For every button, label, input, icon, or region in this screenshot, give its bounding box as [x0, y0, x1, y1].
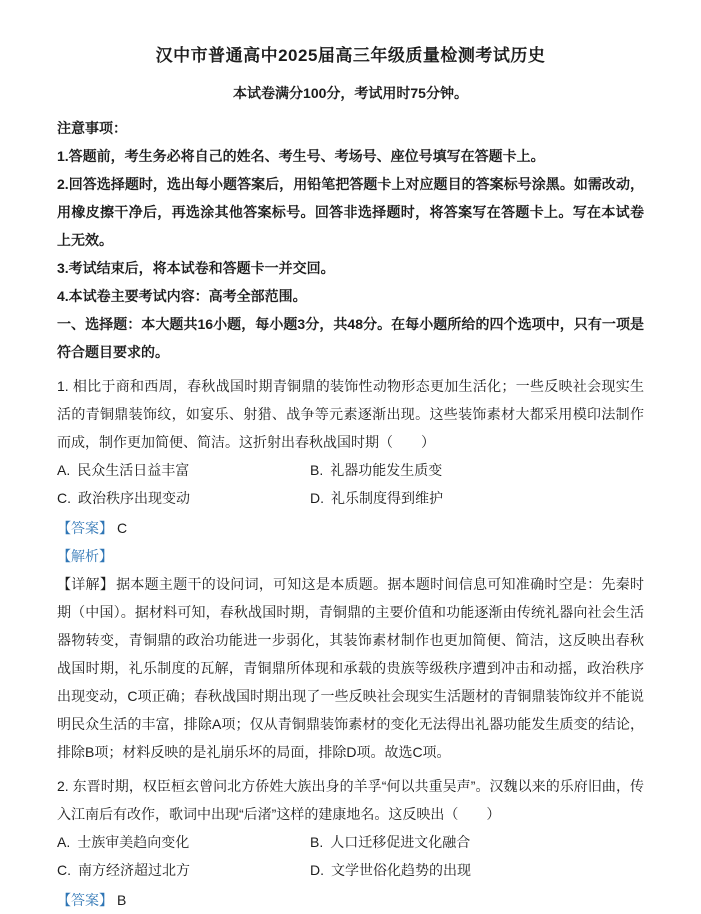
option-text: 政治秩序出现变动	[78, 490, 190, 506]
option-label: B.	[310, 462, 324, 478]
answer-label: 【答案】	[57, 892, 113, 908]
answer-line	[57, 886, 644, 914]
option-label: D.	[310, 490, 324, 506]
option-text: 礼器功能发生质变	[330, 462, 443, 478]
option-b	[310, 456, 644, 484]
notice-item-1: 1.答题前，考生务必将自己的姓名、考生号、考场号、座位号填写在答题卡上。	[57, 148, 545, 164]
option-label: D.	[310, 862, 324, 878]
page-title: 汉中市普通高中2025届高三年级质量检测考试历史	[155, 46, 546, 65]
option-label: B.	[310, 834, 324, 850]
option-label: C.	[57, 490, 71, 506]
option-c	[57, 484, 310, 512]
question-stem: 2. 东晋时期，权臣桓玄曾问北方侨姓大族出身的羊孚“何以共重吴声”。汉魏以来的乐府旧曲，传入江南后有改作，歌词中出现“后渚”这样的建康地名。这反映出（ ）	[57, 778, 644, 822]
detail-text: 据本题主题干的设问词，可知这是本质题。据本题时间信息可知准确时空是：先秦时期（中国）。据材料可知，春秋战国时期，青铜鼎的主要价值和功能逐渐由传统礼器向社会生活器物转变，青铜鼎的政治功能进一步弱化，其装饰素材制作也更加简便、简洁，这反映出春秋战国时期，礼乐制度的瓦解，青铜鼎所体现和承载的贵族等级秩序遭到冲击和动摇，政治秩序出现变动，C项正确；春秋战国时期出现了一些反映社会现实生活题材的青铜鼎装饰纹并不能说明民众生活的丰富，排除A项；仅从青铜鼎装饰素材的变化无法得出礼器功能发生质变的结论，排除B项；材料反映的是礼崩乐坏的局面，排除D项。故选C项。	[57, 576, 645, 760]
answer-value: B	[117, 892, 127, 908]
option-a	[57, 456, 310, 484]
option-c	[57, 856, 310, 884]
option-b	[310, 828, 644, 856]
option-text: 民众生活日益丰富	[77, 462, 190, 478]
question-block-1	[57, 372, 644, 766]
question-options	[57, 456, 644, 512]
exam-subtitle: 本试卷满分100分，考试用时75分钟。	[233, 85, 468, 101]
option-d	[310, 484, 644, 512]
answer-line	[57, 514, 644, 542]
question-options	[57, 828, 644, 884]
analysis-line	[57, 542, 644, 570]
answer-label: 【答案】	[57, 520, 113, 536]
option-text: 人口迁移促进文化融合	[330, 834, 471, 850]
option-text: 文学世俗化趋势的出现	[331, 862, 471, 878]
notice-item-4: 4.本试卷主要考试内容：高考全部范围。	[57, 288, 307, 304]
question-stem: 1. 相比于商和西周，春秋战国时期青铜鼎的装饰性动物形态更加生活化；一些反映社会现实生活的青铜鼎装饰纹，如宴乐、射猎、战争等元素逐渐出现。这些装饰素材大都采用模印法制作而成，制作更加简便、简洁。这折射出春秋战国时期（ ）	[57, 378, 644, 450]
option-text: 礼乐制度得到维护	[331, 490, 443, 506]
notice-item-3: 3.考试结束后，将本试卷和答题卡一并交回。	[57, 260, 335, 276]
option-d	[310, 856, 644, 884]
section-heading: 一、选择题：本大题共16小题，每小题3分，共48分。在每小题所给的四个选项中，只有一项是符合题目要求的。	[57, 316, 644, 360]
option-text: 南方经济超过北方	[78, 862, 190, 878]
option-label: A.	[57, 462, 71, 478]
notice-heading: 注意事项：	[57, 120, 127, 136]
analysis-label: 【解析】	[57, 548, 113, 564]
answer-value: C	[117, 520, 128, 536]
option-text: 士族审美趋向变化	[77, 834, 190, 850]
detail-paragraph	[57, 570, 644, 766]
notice-item-2: 2.回答选择题时，选出每小题答案后，用铅笔把答题卡上对应题目的答案标号涂黑。如需改动，用橡皮擦干净后，再选涂其他答案标号。回答非选择题时，将答案写在答题卡上。写在本试卷上无效。	[57, 176, 644, 248]
detail-label: 【详解】	[57, 576, 115, 592]
option-label: C.	[57, 862, 71, 878]
question-block-2	[57, 772, 644, 914]
option-label: A.	[57, 834, 71, 850]
option-a	[57, 828, 310, 856]
